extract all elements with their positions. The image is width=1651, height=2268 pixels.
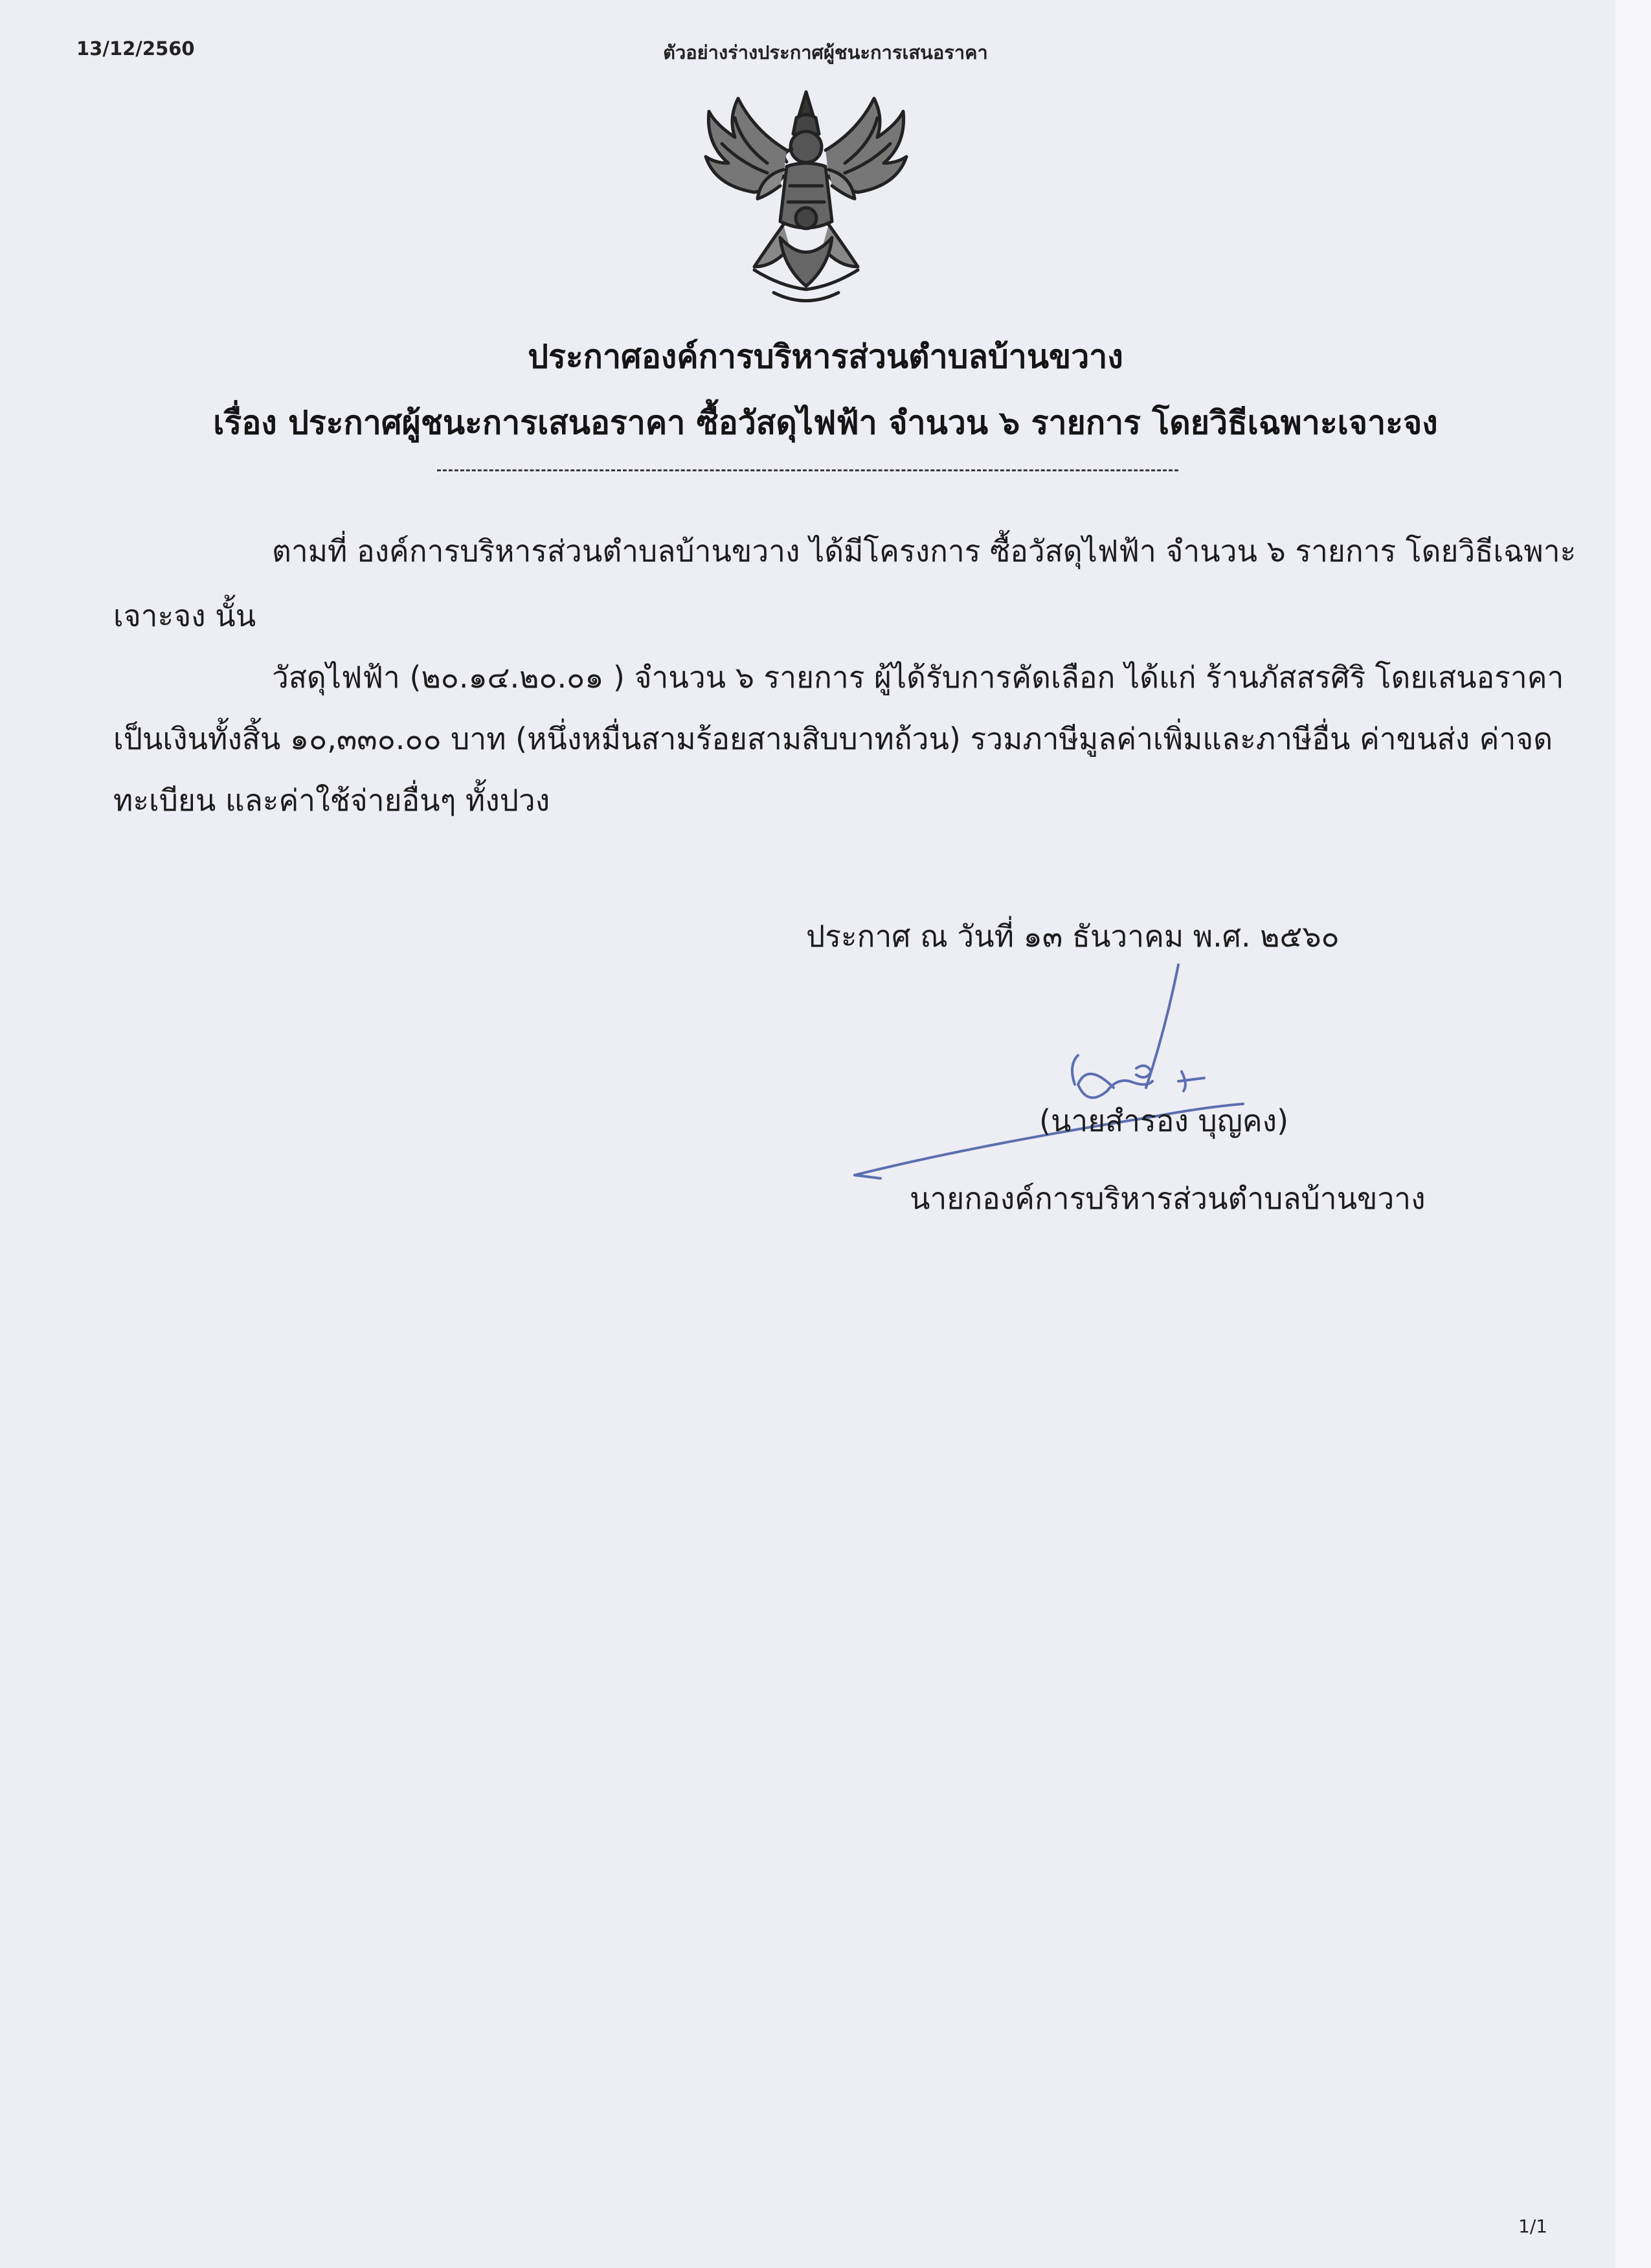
- announcement-subject: เรื่อง ประกาศผู้ชนะการเสนอราคา ซื้อวัสดุไฟฟ้า จำนวน ๖ รายการ โดยวิธีเฉพาะเจาะจง: [213, 403, 1438, 442]
- announcement-title: ประกาศองค์การบริหารส่วนตำบลบ้านขวาง: [528, 337, 1123, 376]
- print-date: 13/12/2560: [76, 38, 195, 60]
- paragraph-2-line-2: เป็นเงินทั้งสิ้น ๑๐,๓๓๐.๐๐ บาท (หนึ่งหมื่นสามร้อยสามสิบบาทถ้วน) รวมภาษีมูลค่าเพิ่มและภาษีอื่น ค่าขนส่ง ค่าจด: [113, 721, 1553, 756]
- handwritten-signature: [842, 952, 1334, 1211]
- title-separator: [437, 469, 1178, 471]
- paragraph-2-line-1: วัสดุไฟฟ้า (๒๐.๑๔.๒๐.๐๑ ) จำนวน ๖ รายการ ผู้ได้รับการคัดเลือก ได้แก่ ร้านภัสสรศิริ โดยเสนอราคา: [272, 660, 1564, 695]
- page-number: 1/1: [1518, 2216, 1548, 2237]
- garuda-emblem-icon: [677, 73, 936, 331]
- document-label: ตัวอย่างร่างประกาศผู้ชนะการเสนอราคา: [663, 41, 988, 63]
- paragraph-1-line-1: ตามที่ องค์การบริหารส่วนตำบลบ้านขวาง ได้มีโครงการ ซื้อวัสดุไฟฟ้า จำนวน ๖ รายการ โดยวิธีเฉพาะ: [272, 533, 1577, 568]
- paragraph-2-line-3: ทะเบียน และค่าใช้จ่ายอื่นๆ ทั้งปวง: [113, 783, 550, 818]
- signatory-position: นายกองค์การบริหารส่วนตำบลบ้านขวาง: [910, 1181, 1426, 1216]
- announcement-date: ประกาศ ณ วันที่ ๑๓ ธันวาคม พ.ศ. ๒๕๖๐: [806, 919, 1340, 954]
- signatory-name: (นายสำรอง บุญคง): [1039, 1103, 1289, 1138]
- paragraph-1-line-2: เจาะจง นั้น: [113, 598, 256, 633]
